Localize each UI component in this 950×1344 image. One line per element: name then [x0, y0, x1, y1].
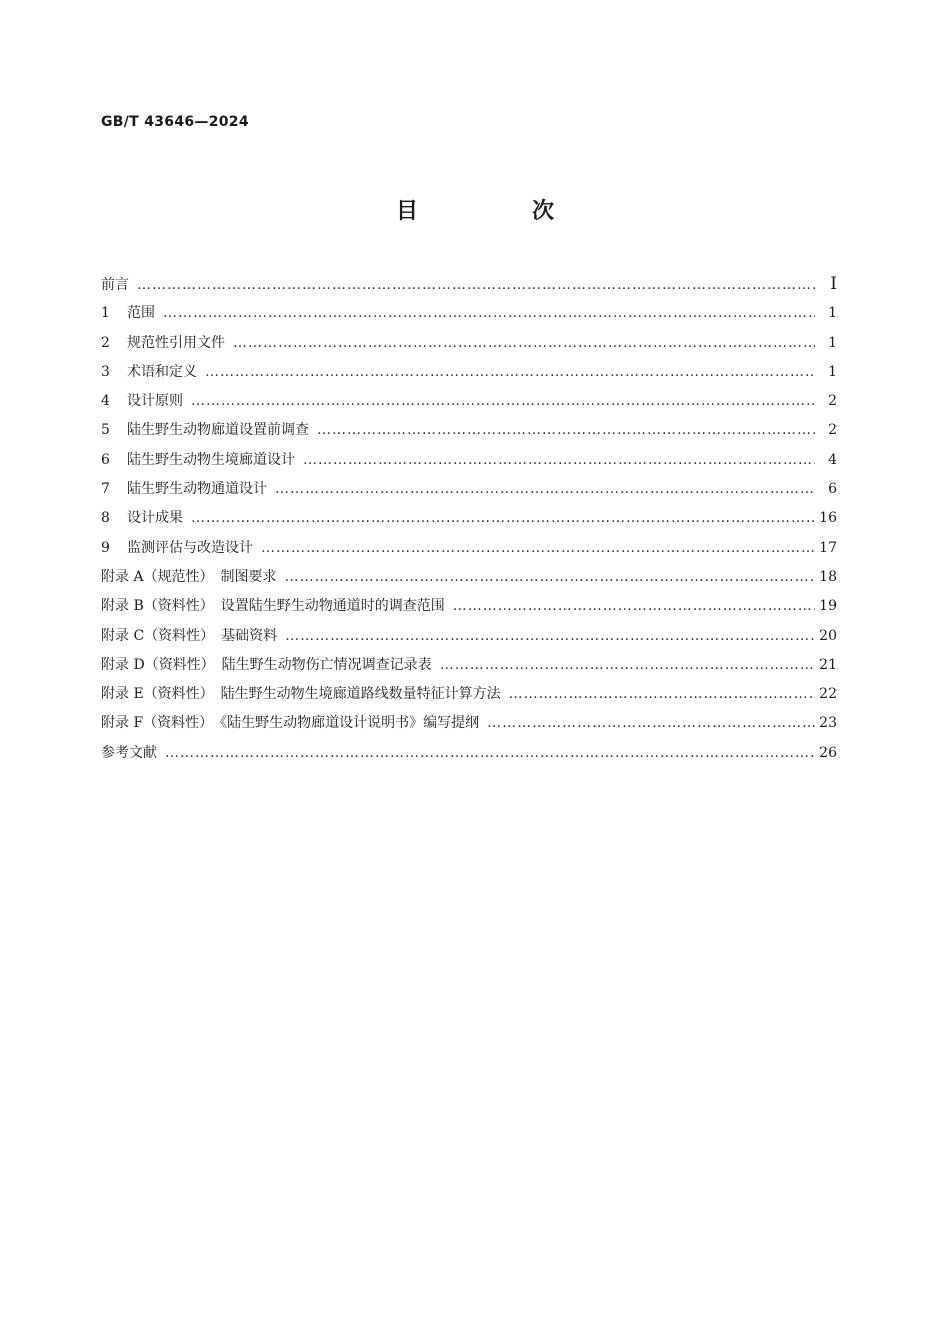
toc-entry-label: 陆生野生动物通道设计: [127, 481, 267, 498]
dot-leader: [191, 387, 815, 416]
toc-entry-number: 9: [101, 539, 110, 556]
toc-entry-label: 范围: [127, 305, 155, 322]
toc-entry-page: 2: [828, 393, 837, 410]
toc-entry[interactable]: [101, 358, 837, 387]
toc-entry[interactable]: [101, 739, 837, 768]
toc-entry[interactable]: [101, 475, 837, 504]
toc-entry-number: 7: [101, 481, 110, 498]
toc-entry[interactable]: [101, 651, 837, 680]
toc-entry[interactable]: [101, 329, 837, 358]
toc-entry-number: 6: [101, 451, 110, 468]
toc-entry-label: 陆生野生动物生境廊道设计: [127, 451, 295, 468]
dot-leader: [285, 563, 815, 592]
dot-leader: [205, 358, 815, 387]
toc-entry-label: 附录 C（资料性） 基础资料: [101, 627, 278, 644]
dot-leader: [163, 299, 815, 328]
toc-entry[interactable]: [101, 592, 837, 621]
toc-entry-page: 19: [819, 598, 837, 615]
toc-entry-page: 4: [828, 451, 837, 468]
toc-entry-label: 设计原则: [127, 393, 183, 410]
toc-entry-number: 1: [101, 305, 110, 322]
toc-entry-number: 5: [101, 422, 110, 439]
dot-leader: [440, 651, 815, 680]
toc-entry-number: 2: [101, 334, 110, 351]
toc-entry-number: 3: [101, 363, 110, 380]
page-title: 目 次: [395, 199, 600, 224]
dot-leader: [285, 622, 815, 651]
dot-leader: [509, 680, 815, 709]
dot-leader: [261, 534, 815, 563]
toc-entry-label: 设计成果: [127, 510, 183, 527]
toc-entry-label: 附录 B（资料性） 设置陆生野生动物通道时的调查范围: [101, 598, 445, 615]
dot-leader: [453, 592, 815, 621]
toc-entry[interactable]: [101, 416, 837, 445]
toc-entry-page: 17: [819, 539, 837, 556]
dot-leader: [317, 416, 815, 445]
toc-entry[interactable]: [101, 622, 837, 651]
toc-entry-number: 4: [101, 393, 110, 410]
toc-entry-label: 附录 D（资料性） 陆生野生动物伤亡情况调查记录表: [101, 656, 432, 673]
dot-leader: [303, 446, 815, 475]
toc-entry-label: 规范性引用文件: [127, 334, 225, 351]
toc-entry-label: 附录 F（资料性） 《陆生野生动物廊道设计说明书》编写提纲: [101, 715, 480, 732]
toc-entry-page: 21: [819, 656, 837, 673]
toc-entry-label: 附录 A（规范性） 制图要求: [101, 568, 277, 585]
toc-entry[interactable]: [101, 299, 837, 328]
toc-entry-label: 参考文献: [101, 744, 157, 761]
dot-leader: [487, 709, 815, 738]
toc-entry[interactable]: [101, 563, 837, 592]
dot-leader: [165, 739, 815, 768]
dot-leader: [191, 504, 815, 533]
toc-entry-label: 附录 E（资料性） 陆生野生动物生境廊道路线数量特征计算方法: [101, 686, 501, 703]
toc-entry[interactable]: [101, 270, 837, 299]
toc-entry-page: 23: [819, 715, 837, 732]
toc-entry-page: 18: [819, 568, 837, 585]
toc-entry[interactable]: [101, 504, 837, 533]
toc-entry-page: 2: [828, 422, 837, 439]
table-of-contents: [101, 270, 837, 768]
toc-entry[interactable]: [101, 680, 837, 709]
toc-entry-page: 26: [819, 744, 837, 761]
toc-entry-page: 22: [819, 686, 837, 703]
toc-entry[interactable]: [101, 709, 837, 738]
standard-number: GB/T 43646—2024: [101, 114, 249, 130]
dot-leader: [233, 329, 815, 358]
toc-entry-page: 1: [828, 363, 837, 380]
toc-entry[interactable]: [101, 387, 837, 416]
toc-entry-label: 术语和定义: [127, 363, 197, 380]
dot-leader: [137, 271, 815, 300]
toc-entry-page: 6: [828, 481, 837, 498]
toc-entry-label: 监测评估与改造设计: [127, 539, 253, 556]
toc-entry-page: 1: [828, 334, 837, 351]
toc-entry-page: Ⅰ: [830, 274, 837, 294]
toc-entry-page: 1: [828, 305, 837, 322]
toc-entry-label: 陆生野生动物廊道设置前调查: [127, 422, 309, 439]
toc-entry-page: 20: [819, 627, 837, 644]
dot-leader: [275, 475, 815, 504]
toc-entry-page: 16: [819, 510, 837, 527]
toc-entry[interactable]: [101, 446, 837, 475]
toc-entry[interactable]: [101, 534, 837, 563]
toc-entry-label: 前言: [101, 277, 129, 293]
toc-entry-number: 8: [101, 510, 110, 527]
